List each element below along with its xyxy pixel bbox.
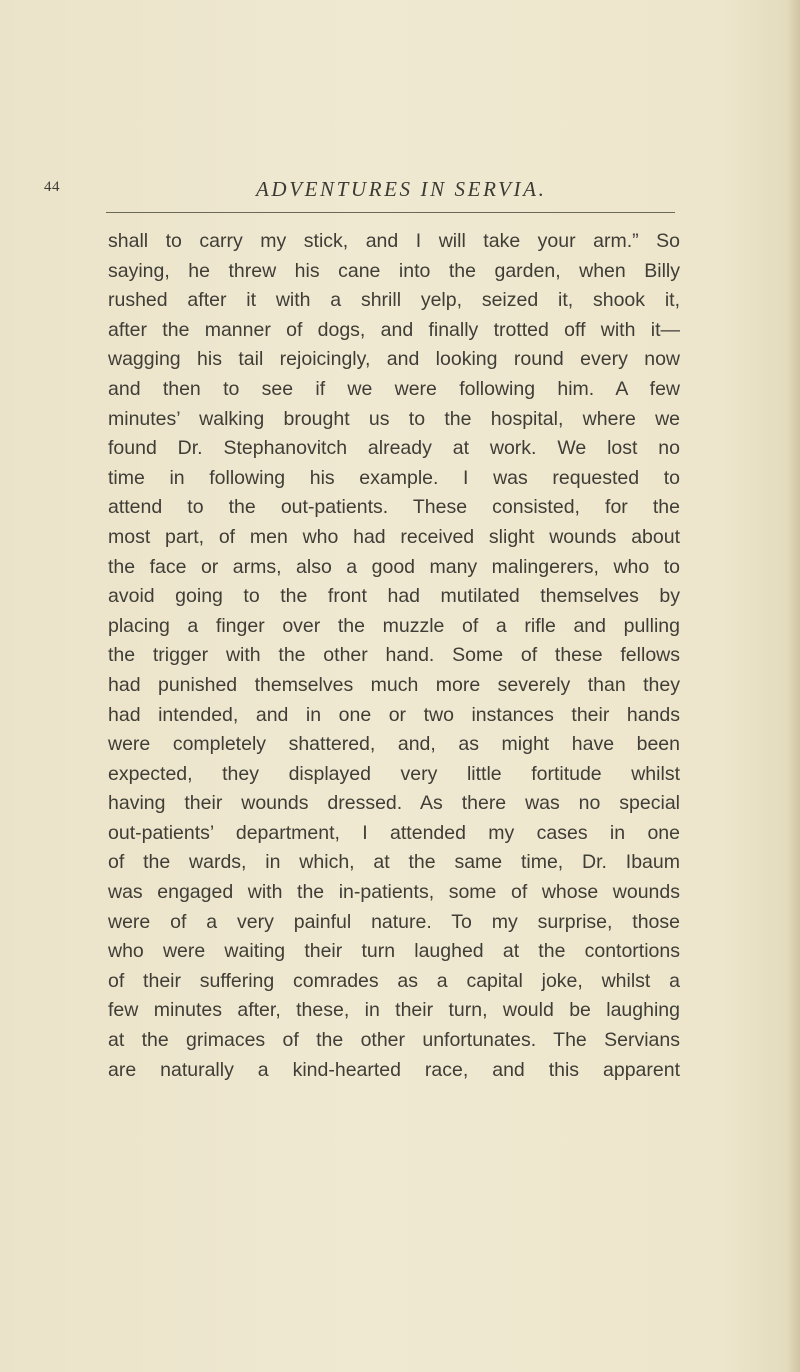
text-line: wagging his tail rejoicingly, and looking round every now: [108, 348, 680, 371]
text-line: of the wards, in which, at the same time, Dr. Ibaum: [108, 851, 680, 874]
text-line: was engaged with the in-patients, some of whose wounds: [108, 881, 680, 904]
text-line: found Dr. Stephanovitch already at work. We lost no: [108, 437, 680, 460]
text-line: the trigger with the other hand. Some of these fellows: [108, 644, 680, 667]
page-edge-shadow: [786, 0, 800, 1372]
text-line: after the manner of dogs, and finally trotted off with it—: [108, 318, 680, 341]
text-line: had punished themselves much more severely than they: [108, 673, 680, 696]
text-line: having their wounds dressed. As there was no special: [108, 792, 680, 815]
text-line: attend to the out-patients. These consisted, for the: [108, 496, 680, 519]
header-rule: [106, 212, 675, 213]
page-number: 44: [44, 179, 60, 195]
text-line: shall to carry my stick, and I will take your arm.” So: [108, 230, 680, 252]
body-text: [108, 227, 680, 1085]
text-line: minutes’ walking brought us to the hospital, where we: [108, 407, 680, 430]
text-line: most part, of men who had received slight wounds about: [108, 525, 680, 548]
text-line: few minutes after, these, in their turn, would be laughing: [108, 999, 680, 1022]
text-line: avoid going to the front had mutilated themselves by: [108, 585, 680, 608]
text-line: were completely shattered, and, as might have been: [108, 733, 680, 756]
text-line: of their suffering comrades as a capital joke, whilst a: [108, 969, 680, 992]
running-head: [38, 173, 698, 203]
text-line: the face or arms, also a good many malingerers, who to: [108, 555, 680, 578]
text-line: had intended, and in one or two instances their hands: [108, 703, 680, 726]
text-line: saying, he threw his cane into the garden, when Billy: [108, 259, 680, 282]
text-line: are naturally a kind-hearted race, and this apparent: [108, 1058, 680, 1081]
text-line: expected, they displayed very little fortitude whilst: [108, 762, 680, 785]
text-line: at the grimaces of the other unfortunates. The Servians: [108, 1029, 680, 1052]
text-line: and then to see if we were following him. A few: [108, 377, 680, 400]
text-line: were of a very painful nature. To my surprise, those: [108, 910, 680, 933]
text-line: who were waiting their turn laughed at the contortions: [108, 940, 680, 963]
text-line: time in following his example. I was requested to: [108, 466, 680, 489]
text-line: out-patients’ department, I attended my cases in one: [108, 821, 680, 844]
text-line: rushed after it with a shrill yelp, seized it, shook it,: [108, 289, 680, 312]
text-line: placing a finger over the muzzle of a rifle and pulling: [108, 614, 680, 637]
running-head-title: ADVENTURES IN SERVIA.: [256, 177, 547, 201]
